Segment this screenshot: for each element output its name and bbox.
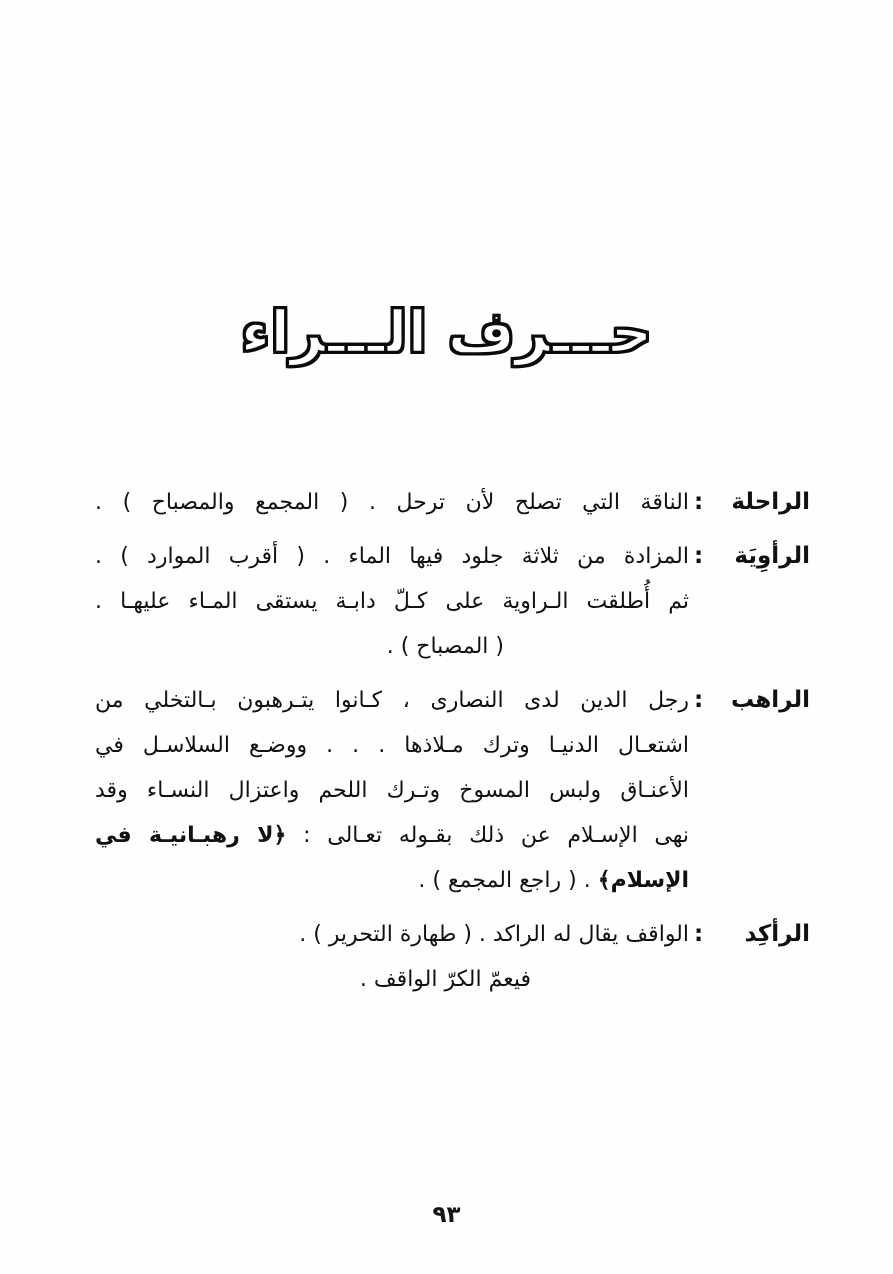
definition-text: نهى الإسـلام عن ذلك بقـوله تعـالى : [286, 823, 689, 848]
definition-line: اشتعـال الدنيـا وترك مـلاذها . . . ووضـع السلاسـل في [95, 733, 689, 758]
definition-line: الواقف يقال له الراكد . ( طهارة التحرير ) . [299, 922, 689, 947]
page-number: ٩٣ [432, 1202, 461, 1228]
definition-line: الناقة التي تصلح لأن ترحل . ( المجمع والمصباح ) . [95, 490, 689, 515]
chapter-title: حـــرف الـــراء [240, 298, 653, 366]
quran-quote: الإسلام﴾ [597, 868, 689, 893]
entry-term: الراهب : [694, 687, 810, 713]
dictionary-entry [95, 534, 810, 669]
entry-term: الرأكِد : [694, 921, 810, 947]
quran-quote: ﴿لا رهبـانيـة في [95, 823, 287, 848]
entry-definition [95, 912, 689, 1002]
definition-line [95, 858, 689, 903]
definition-line: الأعنـاق ولبس المسوخ وتـرك اللحم واعتزال النسـاء وقد [95, 778, 689, 803]
definition-line [95, 813, 689, 858]
entry-definition [95, 480, 689, 525]
entries-list [95, 480, 810, 1011]
dictionary-entry [95, 912, 810, 1002]
definition-line: المزادة من ثلاثة جلود فيها الماء . ( أقرب الموارد ) . [95, 544, 689, 569]
entry-definition [95, 678, 689, 903]
dictionary-entry [95, 678, 810, 903]
entry-term: الرأوِيَة : [694, 543, 810, 569]
source-citation-line: ( المصباح ) . [386, 634, 504, 659]
dictionary-entry [95, 480, 810, 525]
definition-line: رجل الدين لدى النصارى ، كـانوا يتـرهبون بـالتخلي من [95, 688, 689, 713]
source-citation: . ( راجع المجمع ) . [418, 868, 598, 893]
entry-definition [95, 534, 689, 669]
definition-line: فيعمّ الكرّ الواقف . [359, 967, 531, 992]
definition-line: ثم أُطلقت الـراوية على كـلّ دابـة يستقى المـاء عليهـا . [95, 589, 689, 614]
entry-term: الراحلة : [694, 489, 810, 515]
